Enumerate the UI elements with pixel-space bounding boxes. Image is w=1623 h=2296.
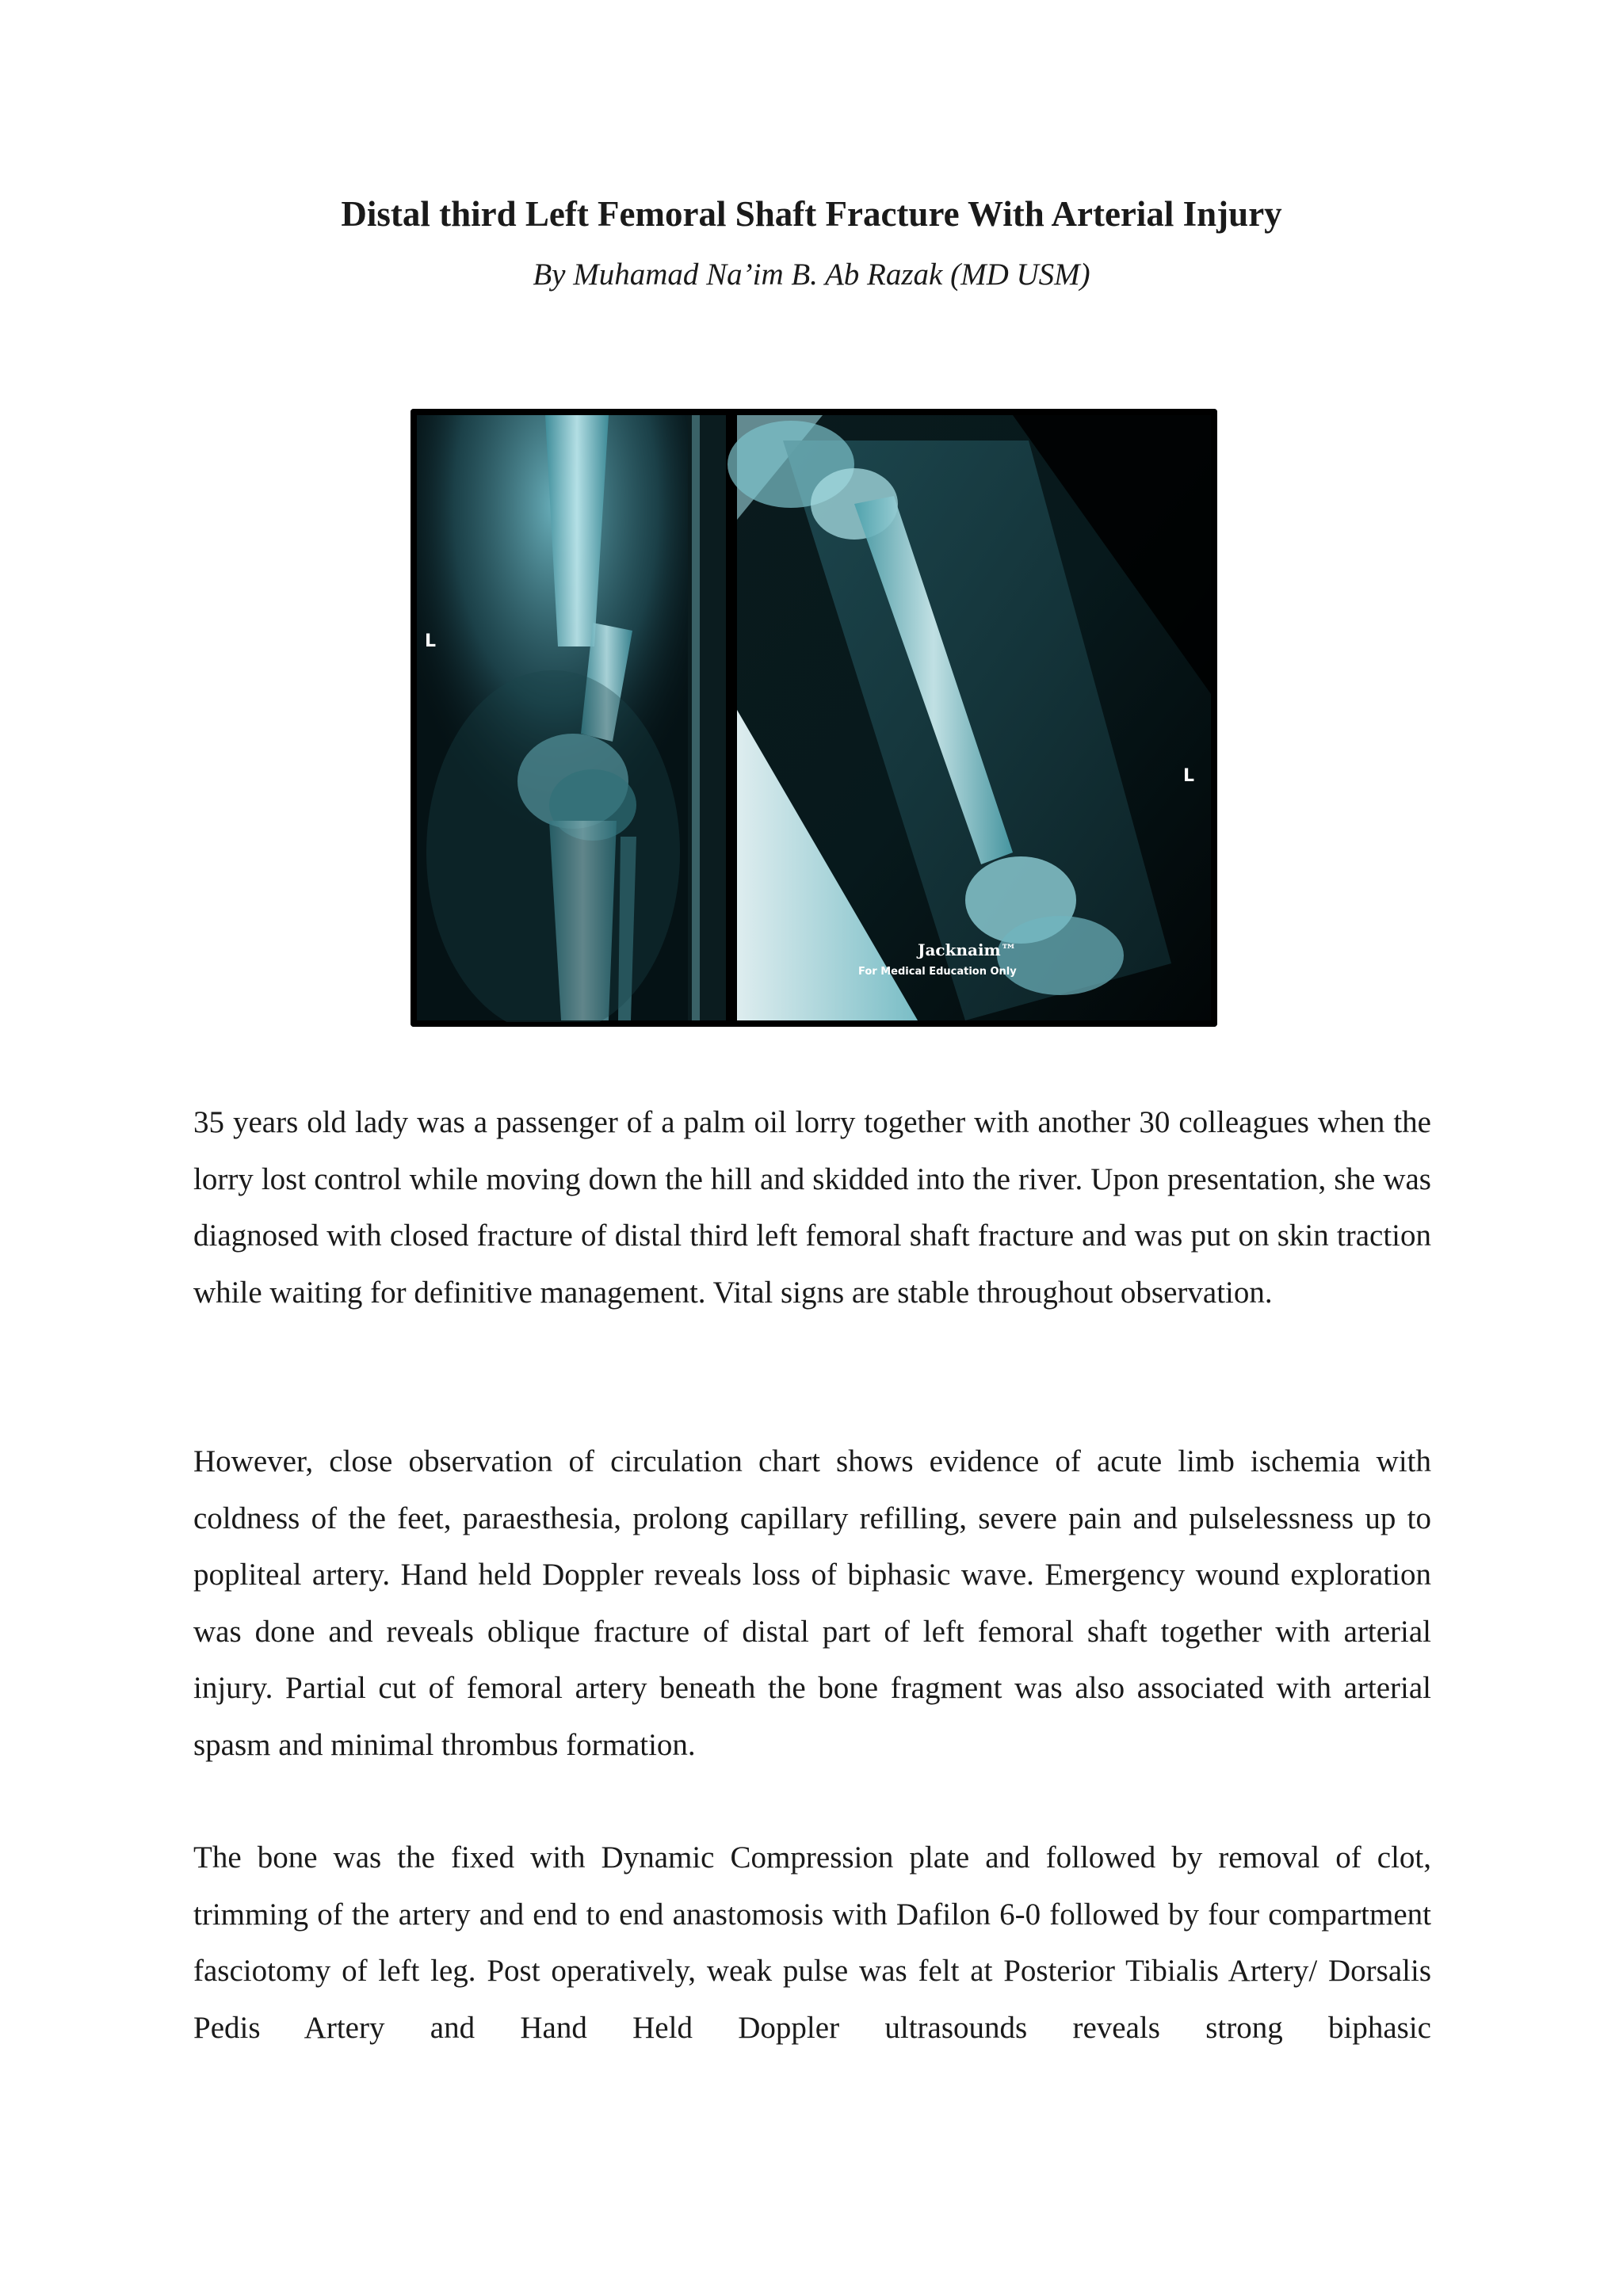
watermark-title: Jacknaim™	[918, 940, 1017, 959]
watermark-subtitle: For Medical Education Only	[858, 966, 1017, 978]
paragraph-3: The bone was the fixed with Dynamic Compression plate and followed by removal of clot, trimming of the artery and end to end anastomosis with Dafilon 6-0 followed by four compartment fasciotomy of left leg. Post operatively, weak pulse was felt at Posterior Tibialis Artery/ Dorsalis Pedis Artery and Hand Held Doppler ultrasounds reveals strong biphasic	[193, 1840, 1431, 2045]
xray-figure	[411, 409, 1217, 1027]
author-byline: By Muhamad Na’im B. Ab Razak (MD USM)	[533, 257, 1090, 292]
right-side-marker: L	[1183, 766, 1195, 786]
left-side-marker: L	[425, 631, 437, 651]
paragraph-1: 35 years old lady was a passenger of a palm oil lorry together with another 30 colleagues when the lorry lost control while moving down the hill and skidded into the river. Upon presentation, she was diagnosed with closed fracture of distal third left femoral shaft fracture and was put on skin traction while waiting for definitive management. Vital signs are stable throughout observation.	[193, 1105, 1431, 1310]
xray-image-icon	[411, 409, 1217, 1027]
xray-right-panel	[727, 415, 1211, 1020]
document-title: Distal third Left Femoral Shaft Fracture With Arterial Injury	[341, 194, 1282, 234]
xray-left-panel	[417, 415, 726, 1027]
paragraph-2: However, close observation of circulation chart shows evidence of acute limb ischemia with coldness of the feet, paraesthesia, prolong capillary refilling, severe pain and pulselessness up to popliteal artery. Hand held Doppler reveals loss of biphasic wave. Emergency wound exploration was done and reveals oblique fracture of distal part of left femoral shaft together with arterial injury. Partial cut of femoral artery beneath the bone fragment was also associated with arterial spasm and minimal thrombus formation.	[193, 1444, 1431, 1762]
